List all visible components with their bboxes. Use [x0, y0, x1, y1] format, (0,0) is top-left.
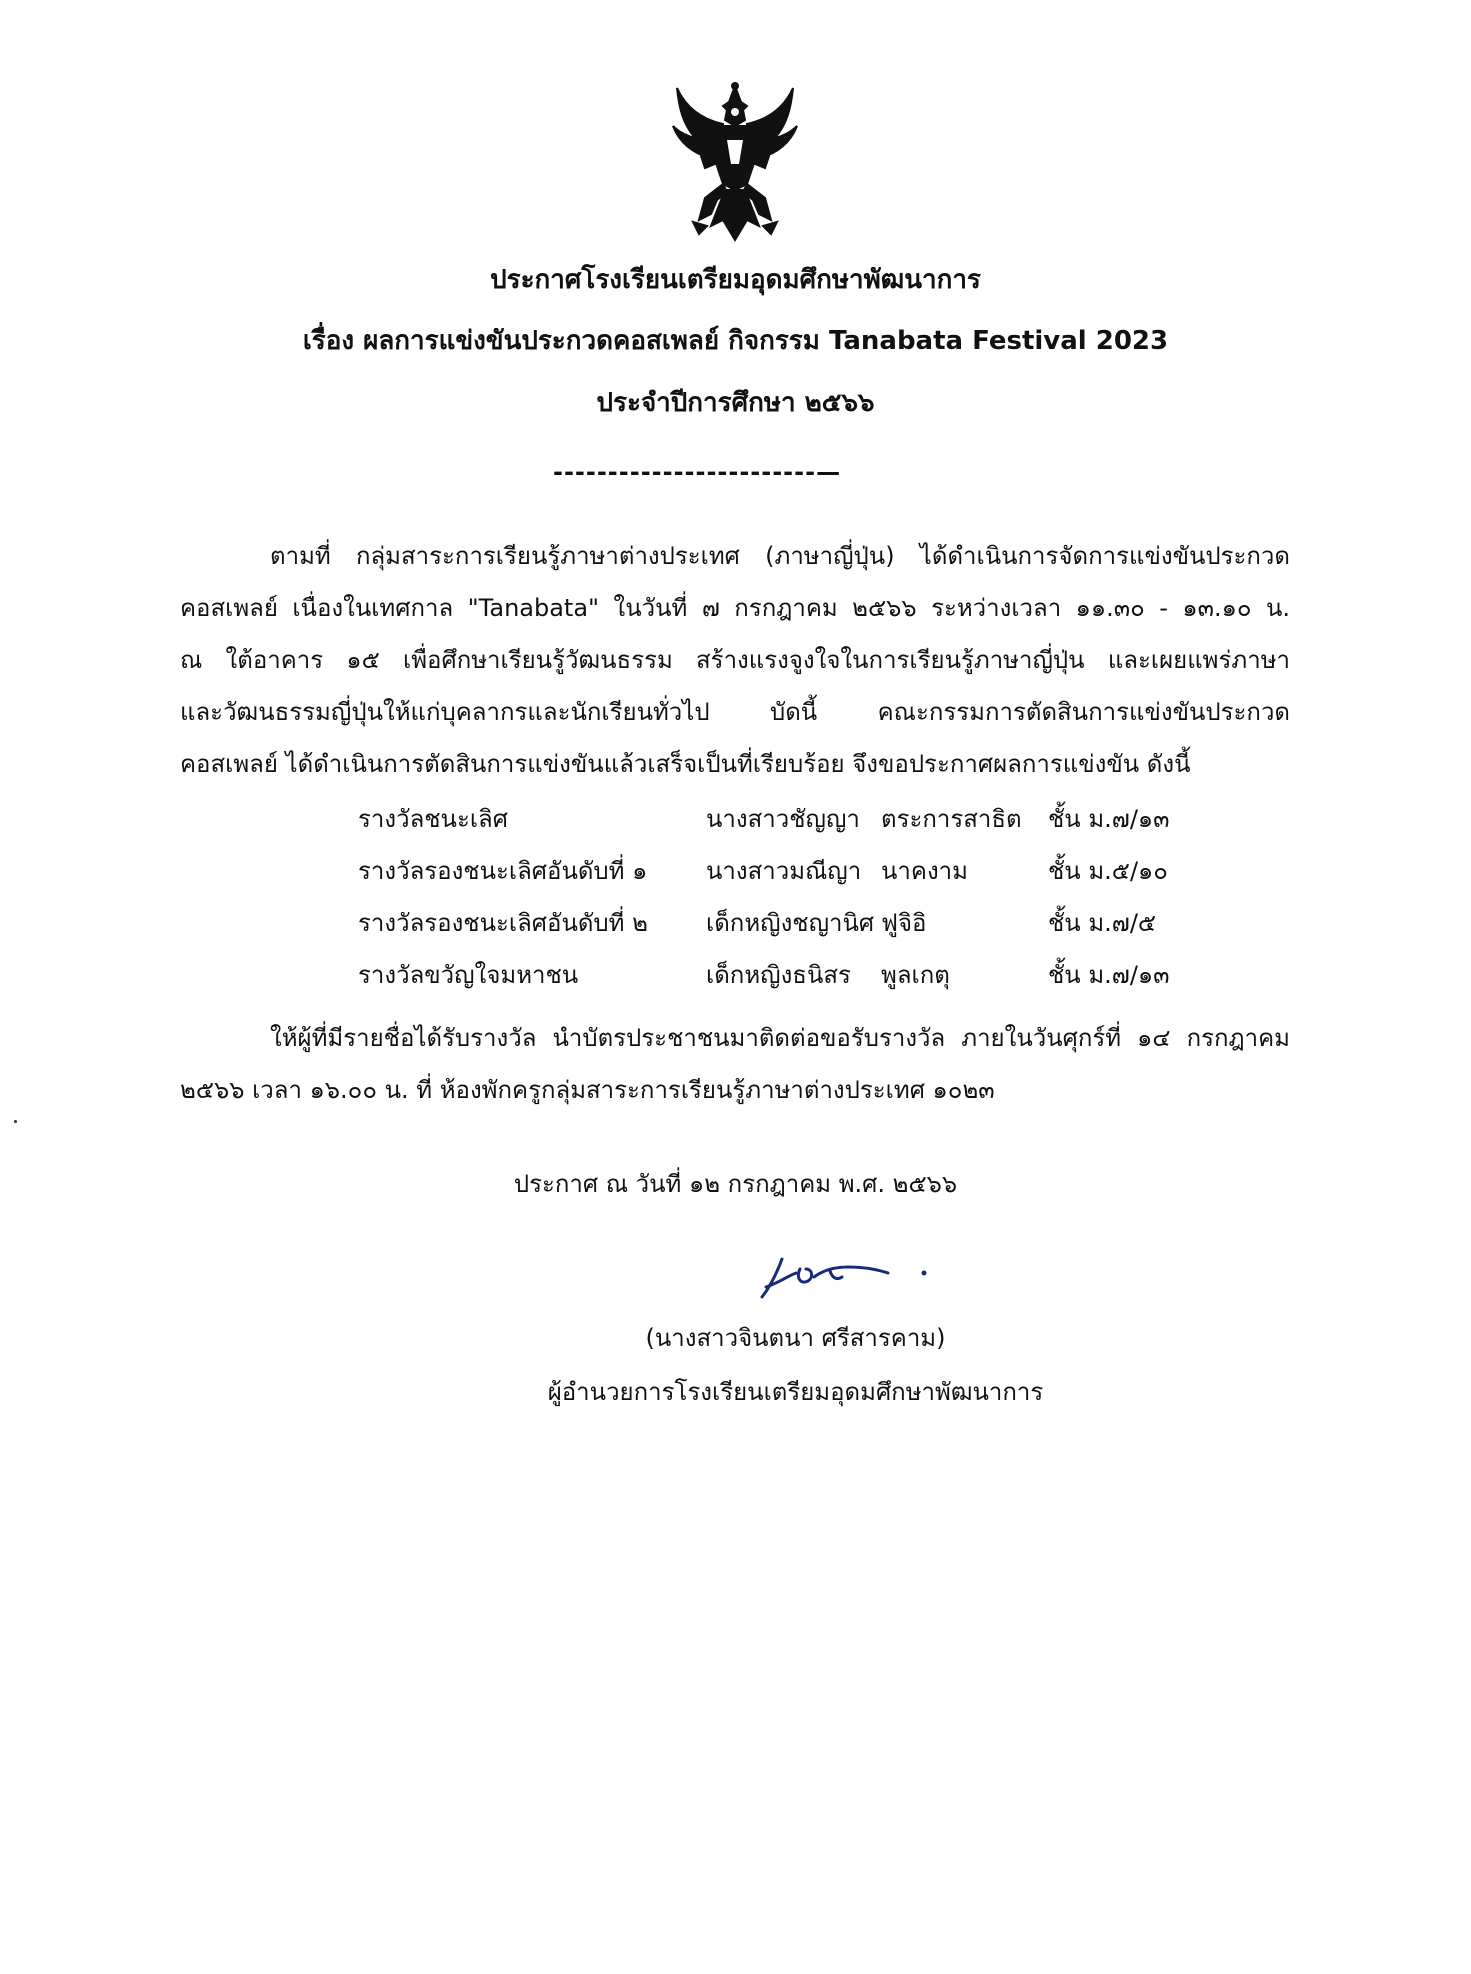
award-row: [358, 949, 1258, 1001]
award-title: รางวัลชนะเลิศ: [358, 805, 508, 833]
paragraph-intro: [180, 530, 1290, 790]
award-title: รางวัลขวัญใจมหาชน: [358, 961, 579, 989]
signature-icon: [752, 1247, 932, 1307]
signer-position: ผู้อำนวยการโรงเรียนเตรียมอุดมศึกษาพัฒนาการ: [547, 1378, 1044, 1406]
award-title: รางวัลรองชนะเลิศอันดับที่ ๑: [358, 857, 648, 885]
awards-list: [358, 793, 1258, 1001]
award-row: [358, 897, 1258, 949]
award-row: [358, 845, 1258, 897]
academic-year: ประจำปีการศึกษา ๒๕๖๖: [596, 388, 875, 418]
winner-first-name: นางสาวชัญญา: [706, 805, 860, 833]
announce-date: ประกาศ ณ วันที่ ๑๒ กรกฎาคม พ.ศ. ๒๕๖๖: [513, 1170, 958, 1198]
paragraph-line: และวัฒนธรรมญี่ปุ่นให้แก่บุคลากรและนักเรียนทั่วไป บัดนี้ คณะกรรมการตัดสินการแข่งขันประกวด: [180, 698, 1290, 726]
winner-class: ชั้น ม.๗/๑๓: [1048, 961, 1170, 989]
winner-last-name: ฟูจิอิ: [881, 909, 927, 937]
document-title: ประกาศโรงเรียนเตรียมอุดมศึกษาพัฒนาการ: [490, 265, 981, 295]
paragraph-line: ๒๕๖๖ เวลา ๑๖.๐๐ น. ที่ ห้องพักครูกลุ่มสาระการเรียนรู้ภาษาต่างประเทศ ๑๐๒๓: [180, 1076, 995, 1104]
paragraph-line: คอสเพลย์ ได้ดำเนินการตัดสินการแข่งขันแล้วเสร็จเป็นที่เรียบร้อย จึงขอประกาศผลการแข่งขัน ดังนี้: [180, 750, 1191, 778]
scan-speck: [14, 1120, 17, 1123]
winner-last-name: นาคงาม: [881, 857, 968, 885]
winner-last-name: พูลเกตุ: [881, 961, 950, 989]
paragraph-line: ตามที่ กลุ่มสาระการเรียนรู้ภาษาต่างประเทศ (ภาษาญี่ปุ่น) ได้ดำเนินการจัดการแข่งขันประกวด: [270, 542, 1290, 570]
garuda-emblem-icon: [665, 80, 805, 245]
paragraph-instructions: [180, 1012, 1290, 1116]
winner-first-name: นางสาวมณีญา: [706, 857, 862, 885]
winner-class: ชั้น ม.๕/๑๐: [1048, 857, 1168, 885]
paragraph-line: คอสเพลย์ เนื่องในเทศกาล "Tanabata" ในวันที่ ๗ กรกฎาคม ๒๕๖๖ ระหว่างเวลา ๑๑.๓๐ - ๑๓.๑๐ น.: [180, 594, 1290, 622]
winner-class: ชั้น ม.๗/๑๓: [1048, 805, 1170, 833]
winner-first-name: เด็กหญิงธนิสร: [706, 961, 851, 989]
document-subject: เรื่อง ผลการแข่งขันประกวดคอสเพลย์ กิจกรรม Tanabata Festival 2023: [302, 326, 1169, 356]
winner-class: ชั้น ม.๗/๕: [1048, 909, 1157, 937]
winner-last-name: ตระการสาธิต: [881, 805, 1022, 833]
divider: ------------------------—: [553, 458, 842, 486]
paragraph-line: ให้ผู้ที่มีรายชื่อได้รับรางวัล นำบัตรประชาชนมาติดต่อขอรับรางวัล ภายในวันศุกร์ที่ ๑๔ กรกฎาคม: [270, 1024, 1290, 1052]
award-row: [358, 793, 1258, 845]
paragraph-line: ณ ใต้อาคาร ๑๕ เพื่อศึกษาเรียนรู้วัฒนธรรม สร้างแรงจูงใจในการเรียนรู้ภาษาญี่ปุ่น และเผยแพร่ภาษา: [180, 646, 1290, 674]
award-title: รางวัลรองชนะเลิศอันดับที่ ๒: [358, 909, 648, 937]
signer-name: (นางสาวจินตนา ศรีสารคาม): [645, 1324, 946, 1352]
winner-first-name: เด็กหญิงชญานิศ: [706, 909, 875, 937]
